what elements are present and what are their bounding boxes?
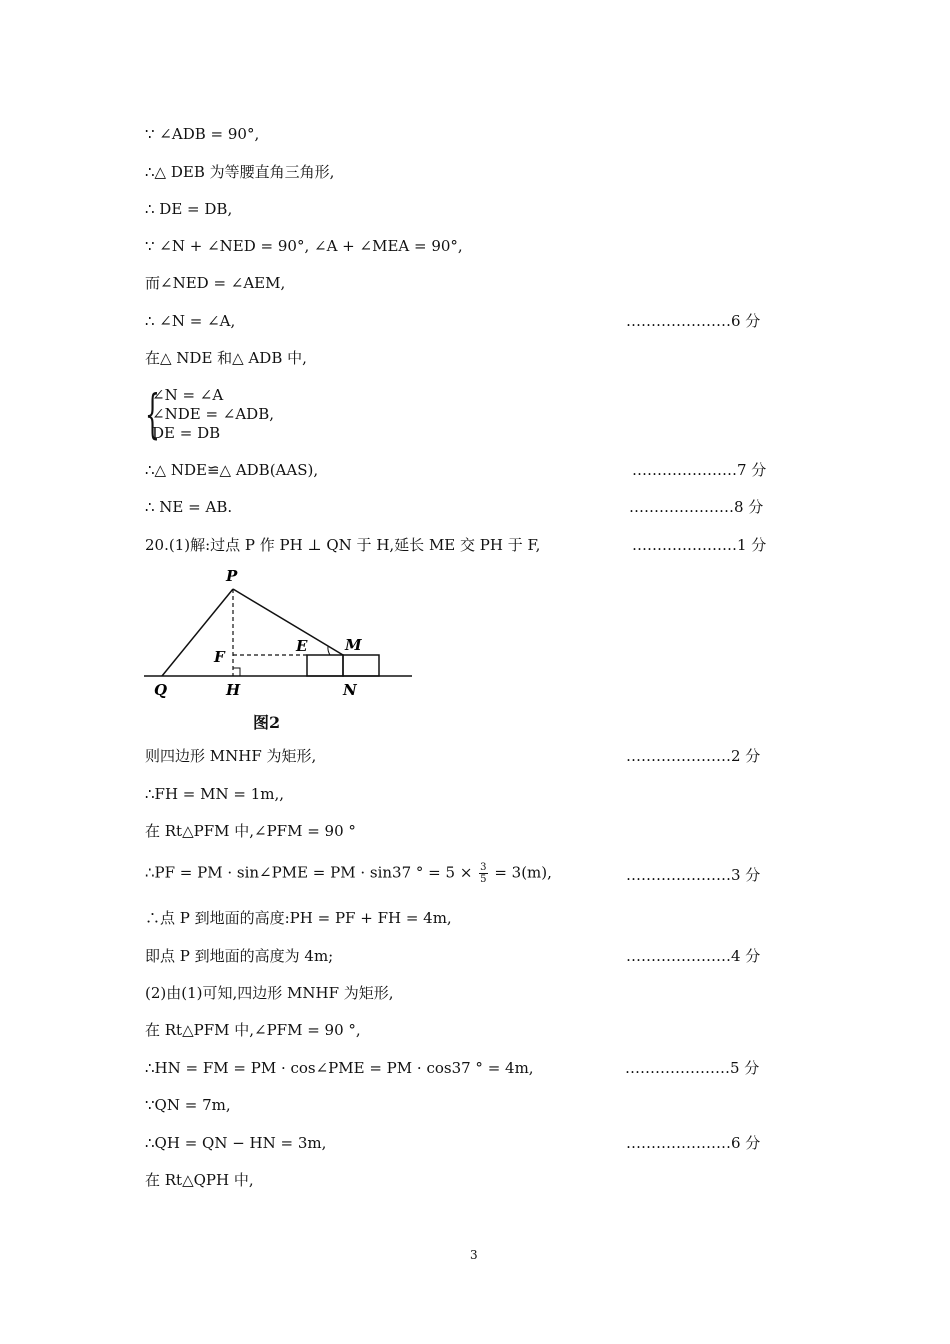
formula-part: ∴PF = PM · sin∠PME = PM · sin37 ° = 5 ×	[145, 863, 473, 882]
solution-line	[145, 862, 552, 885]
proof-line: ∴ NE = AB.	[145, 498, 233, 516]
solution-line: 在 Rt△PFM 中,∠PFM = 90 °	[145, 822, 356, 840]
brace-condition: ∠N = ∠A	[152, 386, 224, 404]
label-q: Q	[154, 681, 168, 699]
figure-caption: 图2	[253, 713, 281, 732]
solution-line: ∴QH = QN − HN = 3m,	[145, 1134, 327, 1152]
proof-line: ∴△ NDE≌△ ADB(AAS),	[145, 461, 319, 479]
score-marker: …………………1 分	[632, 536, 767, 554]
score-marker: …………………5 分	[625, 1059, 760, 1077]
solution-line: 20.(1)解:过点 P 作 PH ⊥ QN 于 H,延长 ME 交 PH 于 F,	[145, 536, 541, 554]
solution-line: 在 Rt△QPH 中,	[145, 1171, 254, 1189]
label-e: E	[296, 637, 308, 655]
proof-line: ∴ ∠N = ∠A,	[145, 312, 236, 330]
fraction-numerator: 3	[480, 862, 487, 873]
score-marker: …………………4 分	[626, 947, 761, 965]
label-p: P	[226, 567, 238, 585]
label-n: N	[343, 681, 357, 699]
geometry-figure	[140, 562, 420, 702]
left-brace: {	[145, 385, 160, 445]
box-right	[343, 655, 379, 676]
box-left	[307, 655, 343, 676]
solution-line: ∴HN = FM = PM · cos∠PME = PM · cos37 ° = 4m,	[145, 1059, 534, 1077]
label-f: F	[214, 648, 225, 666]
proof-line: ∴ DE = DB,	[145, 200, 233, 218]
label-h: H	[226, 681, 241, 699]
segment-pm	[233, 589, 343, 655]
score-marker: …………………6 分	[626, 1134, 761, 1152]
brace-condition: ∠NDE = ∠ADB,	[152, 405, 274, 423]
score-marker: …………………8 分	[629, 498, 764, 516]
score-marker: …………………7 分	[632, 461, 767, 479]
proof-line: ∴△ DEB 为等腰直角三角形,	[145, 163, 335, 181]
solution-line: 则四边形 MNHF 为矩形,	[145, 747, 317, 765]
score-marker: …………………3 分	[626, 866, 761, 884]
proof-line: 在△ NDE 和△ ADB 中,	[145, 349, 307, 367]
proof-line: ∵ ∠N + ∠NED = 90°, ∠A + ∠MEA = 90°,	[145, 237, 463, 255]
formula-part: = 3(m),	[494, 863, 552, 882]
page-number: 3	[470, 1248, 478, 1262]
proof-line: 而∠NED = ∠AEM,	[145, 274, 286, 292]
solution-line: ∴FH = MN = 1m,,	[145, 785, 285, 803]
solution-line: ∴点 P 到地面的高度:PH = PF + FH = 4m,	[145, 909, 452, 927]
solution-line: (2)由(1)可知,四边形 MNHF 为矩形,	[145, 984, 394, 1002]
score-marker: …………………6 分	[626, 312, 761, 330]
score-marker: …………………2 分	[626, 747, 761, 765]
fraction	[479, 862, 487, 885]
right-angle-mark	[233, 668, 240, 676]
solution-line: ∵QN = 7m,	[145, 1096, 231, 1114]
label-m: M	[345, 636, 362, 654]
proof-line: ∵ ∠ADB = 90°,	[145, 125, 260, 143]
brace-condition: DE = DB	[152, 424, 221, 442]
solution-line: 即点 P 到地面的高度为 4m;	[145, 947, 334, 965]
fraction-denominator: 5	[480, 874, 487, 885]
solution-line: 在 Rt△PFM 中,∠PFM = 90 °,	[145, 1021, 361, 1039]
